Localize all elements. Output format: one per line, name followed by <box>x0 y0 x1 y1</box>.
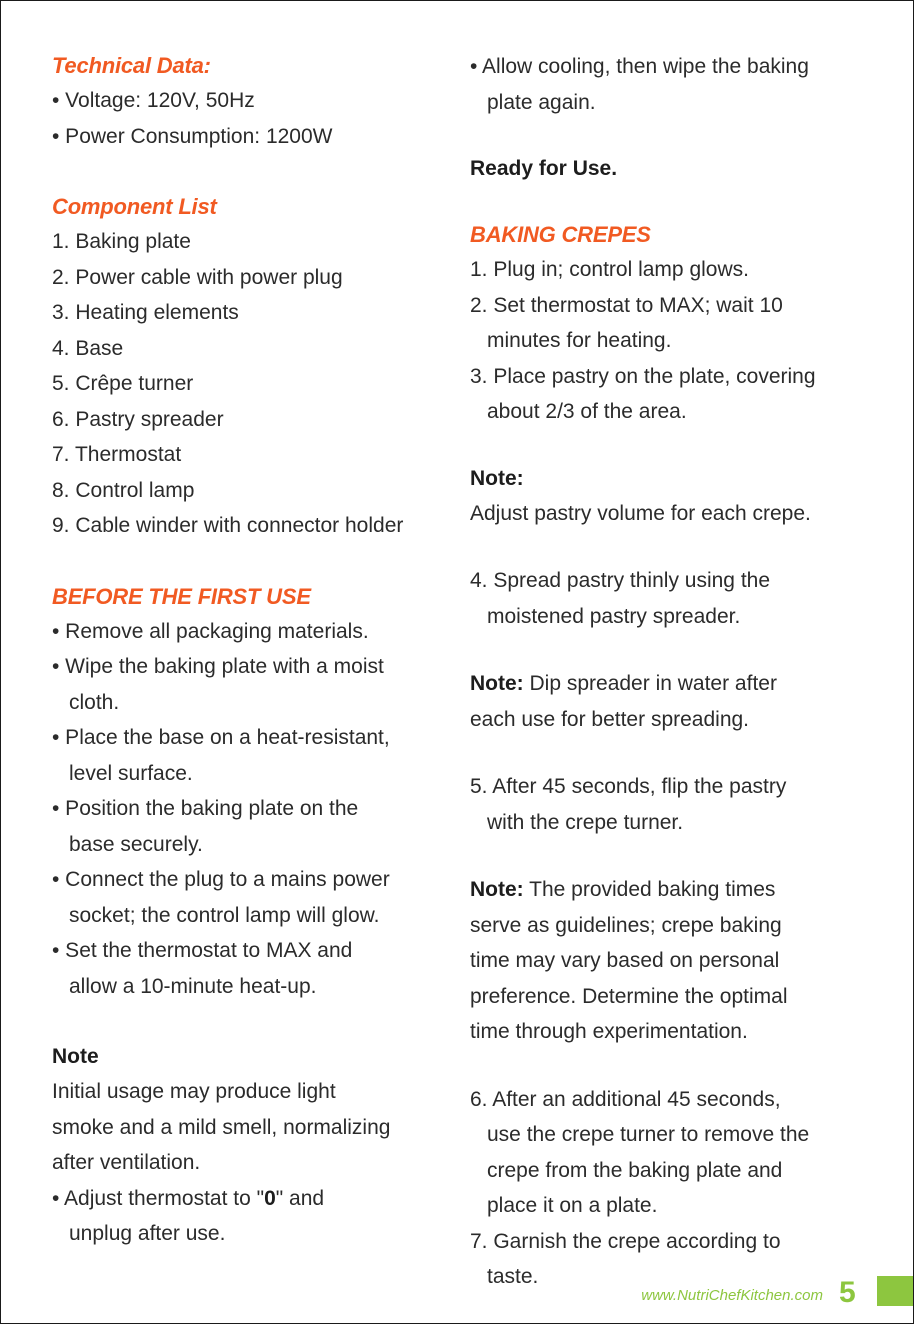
step-6-cont: place it on a plate. <box>487 1194 658 1217</box>
note-3-line: serve as guidelines; crepe baking <box>470 913 782 937</box>
step-6: 6. After an additional 45 seconds, <box>470 1087 781 1111</box>
step-6-cont: use the crepe turner to remove the <box>487 1123 810 1146</box>
first-use-item: • Set the thermostat to MAX and <box>52 939 353 962</box>
step-7: 7. Garnish the crepe according to <box>470 1229 781 1253</box>
first-use-item: • Place the base on a heat-resistant, <box>52 726 390 749</box>
step-6-cont: crepe from the baking plate and <box>487 1158 783 1182</box>
zero-setting: 0 <box>264 1186 276 1210</box>
first-use-item-cont: allow a 10-minute heat-up. <box>69 974 317 998</box>
page-number: 5 <box>839 1276 856 1309</box>
first-use-item-cont: socket; the control lamp will glow. <box>69 903 380 927</box>
note-2-cont: each use for better spreading. <box>470 707 750 731</box>
note-3-text: The provided baking times <box>523 878 776 901</box>
adjust-thermostat-item <box>52 1181 452 1217</box>
right-column <box>470 49 890 1295</box>
note-1-text: Adjust pastry volume for each crepe. <box>470 501 811 525</box>
note-3-line: time through experimentation. <box>470 1020 748 1043</box>
note-3-line: preference. Determine the optimal <box>470 984 788 1008</box>
first-use-item-cont: base securely. <box>69 832 203 856</box>
adjust-thermostat-cont: unplug after use. <box>69 1222 226 1245</box>
component-item: 2. Power cable with power plug <box>52 265 343 289</box>
first-use-item: • Position the baking plate on the <box>52 797 359 820</box>
adjust-text-pre: • Adjust thermostat to " <box>52 1186 265 1210</box>
component-item: 9. Cable winder with connector holder <box>52 514 404 537</box>
note-line: after ventilation. <box>52 1151 201 1174</box>
left-column <box>52 49 452 1252</box>
step-4: 4. Spread pastry thinly using the <box>470 569 771 592</box>
technical-data-heading: Technical Data: <box>52 53 211 78</box>
component-item: 4. Base <box>52 336 124 360</box>
note-3 <box>470 872 890 908</box>
note-2-text: Dip spreader in water after <box>523 672 777 695</box>
component-item: 5. Crêpe turner <box>52 372 194 395</box>
first-use-item: • Wipe the baking plate with a moist <box>52 655 384 678</box>
step-7-cont: taste. <box>487 1265 539 1288</box>
accent-bar <box>877 1276 913 1306</box>
ready-for-use-heading: Ready for Use. <box>470 157 618 180</box>
voltage-item: • Voltage: 120V, 50Hz <box>52 89 255 112</box>
step-3: 3. Place pastry on the plate, covering <box>470 364 816 388</box>
note-2 <box>470 666 890 702</box>
note-3-label: Note: <box>470 878 524 901</box>
first-use-item-cont: level surface. <box>69 761 193 785</box>
before-first-use-heading: BEFORE THE FIRST USE <box>52 583 311 609</box>
website-url[interactable]: www.NutriChefKitchen.com <box>641 1287 823 1304</box>
first-use-item: • Remove all packaging materials. <box>52 619 369 643</box>
step-2: 2. Set thermostat to MAX; wait 10 <box>470 293 783 317</box>
component-list-heading: Component List <box>52 194 217 219</box>
step-3-cont: about 2/3 of the area. <box>487 400 687 423</box>
component-item: 7. Thermostat <box>52 443 182 466</box>
cooling-item-cont: plate again. <box>487 90 596 114</box>
component-item: 3. Heating elements <box>52 301 239 324</box>
step-2-cont: minutes for heating. <box>487 329 672 352</box>
first-use-item: • Connect the plug to a mains power <box>52 868 390 891</box>
step-4-cont: moistened pastry spreader. <box>487 604 741 628</box>
component-item: 8. Control lamp <box>52 478 195 502</box>
note-3-line: time may vary based on personal <box>470 949 780 972</box>
power-item: • Power Consumption: 1200W <box>52 124 333 148</box>
step-1: 1. Plug in; control lamp glows. <box>470 258 749 281</box>
note-heading: Note <box>52 1045 99 1068</box>
note-2-label: Note: <box>470 672 524 695</box>
step-5-cont: with the crepe turner. <box>487 810 684 834</box>
first-use-item-cont: cloth. <box>69 690 120 714</box>
step-5: 5. After 45 seconds, flip the pastry <box>470 775 787 798</box>
note-1-label: Note: <box>470 466 524 490</box>
adjust-text-post: " and <box>275 1186 325 1210</box>
component-item: 1. Baking plate <box>52 230 191 253</box>
note-line: smoke and a mild smell, normalizing <box>52 1115 391 1139</box>
cooling-item: • Allow cooling, then wipe the baking <box>470 55 809 78</box>
baking-crepes-heading: BAKING CREPES <box>470 222 651 247</box>
note-line: Initial usage may produce light <box>52 1080 336 1103</box>
component-item: 6. Pastry spreader <box>52 407 224 431</box>
